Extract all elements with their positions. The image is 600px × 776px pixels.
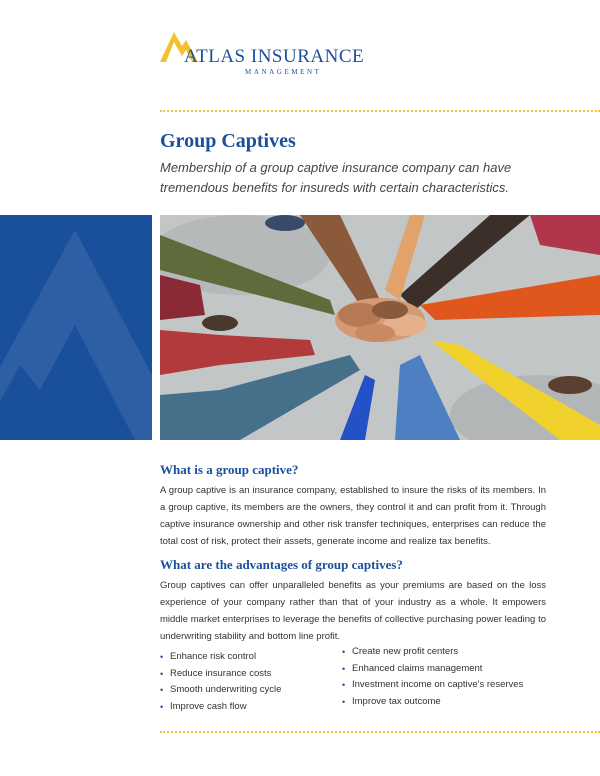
list-item-label: Reduce insurance costs <box>170 667 272 679</box>
bullet-icon: • <box>160 668 164 679</box>
bullet-icon: • <box>342 647 346 657</box>
hands-together-photo <box>160 215 600 440</box>
list-item <box>342 694 523 711</box>
list-item-label: Enhance risk control <box>170 651 257 662</box>
list-item <box>342 677 523 694</box>
list-item-label: Improve tax outcome <box>352 695 441 707</box>
list-item <box>342 644 523 661</box>
list-item-label: Investment income on captive's reserves <box>352 679 524 690</box>
blue-side-panel <box>0 215 152 440</box>
section-body-what-is: A group captive is an insurance company, established to insure the risks of its members. In a group captive, its members are the owners, they control it and can profit from it. Through captive insurance ownership and other risk transfer techniques, enterprises can reduce the total cost of risk, protect their assets, generate income and realize tax benefits. <box>160 485 546 547</box>
list-item-label: Smooth underwriting cycle <box>170 684 282 695</box>
bottom-dotted-divider <box>160 731 600 733</box>
section-body-advantages: Group captives can offer unparalleled benefits as your premiums are based on the loss experience of your company rather than that of your industry as a whole. It empowers middle market enterprises to leverage the benefits of collective purchasing power leading to underwriting stability and bottom line profit. <box>160 580 546 642</box>
list-item-label: Enhanced claims management <box>352 662 483 674</box>
list-item <box>160 699 281 716</box>
bullet-icon: • <box>342 680 346 690</box>
logo-name: ATLAS INSURANCE <box>184 46 365 67</box>
list-item <box>160 682 281 699</box>
section-heading-what-is: What is a group captive? <box>160 462 299 477</box>
page-title: Group Captives <box>160 130 296 152</box>
mountain-watermark-icon <box>0 215 152 440</box>
bullet-icon: • <box>342 696 346 707</box>
page-subtitle: Membership of a group captive insurance company can have tremendous benefits for insureds with certain characteristics. <box>160 160 512 195</box>
hands-illustration <box>160 215 600 440</box>
logo-subtitle: MANAGEMENT <box>245 68 322 76</box>
benefits-list-left <box>160 649 281 715</box>
list-item <box>342 661 523 678</box>
bullet-icon: • <box>160 652 164 662</box>
benefits-list-right <box>342 644 523 710</box>
bullet-icon: • <box>160 701 164 712</box>
list-item-label: Create new profit centers <box>352 646 459 657</box>
section-heading-advantages: What are the advantages of group captives? <box>160 557 403 572</box>
bullet-icon: • <box>342 663 346 674</box>
list-item-label: Improve cash flow <box>170 700 247 712</box>
company-logo <box>160 26 365 76</box>
list-item <box>160 649 281 666</box>
list-item <box>160 666 281 683</box>
top-dotted-divider <box>160 110 600 112</box>
bullet-icon: • <box>160 685 164 695</box>
